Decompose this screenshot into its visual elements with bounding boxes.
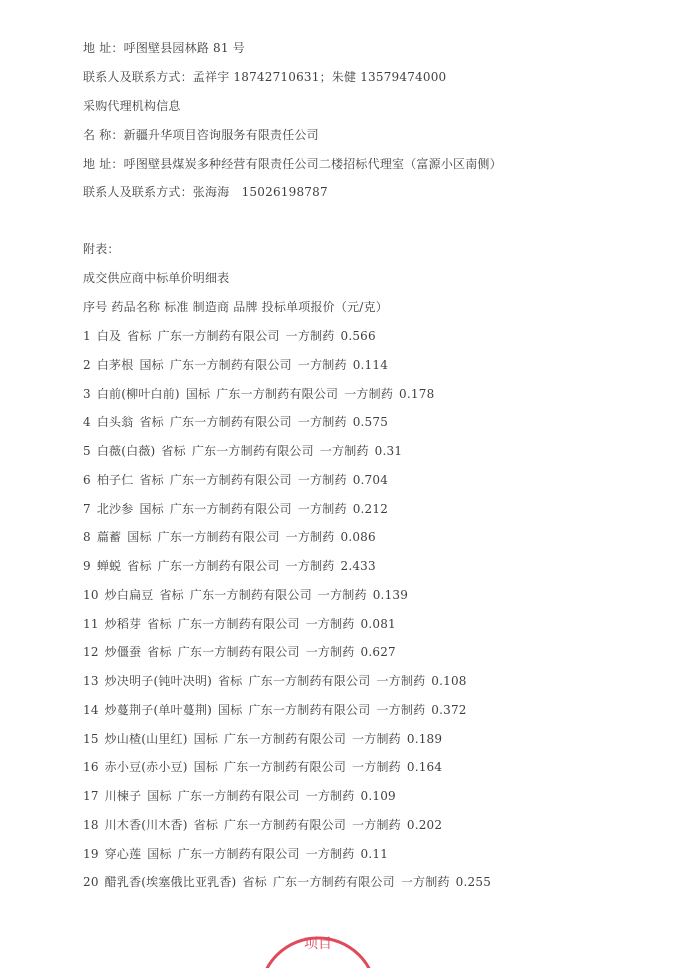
standard: 省标: [127, 329, 152, 343]
brand: 一方制药: [319, 444, 369, 458]
svg-text:项目: 项目: [304, 936, 332, 952]
row-number: 8: [83, 530, 91, 545]
manufacturer: 广东一方制药有限公司: [189, 587, 312, 602]
table-row: [83, 357, 394, 373]
manufacturer: 广东一方制药有限公司: [169, 357, 292, 372]
standard: 国标: [218, 702, 243, 717]
brand: 一方制药: [305, 616, 355, 631]
table-row: [83, 328, 382, 344]
table-header: 序号 药品名称 标准 制造商 品牌 投标单项报价（元/克）: [83, 300, 388, 314]
standard: 国标: [147, 789, 172, 803]
manufacturer: 广东一方制药有限公司: [177, 616, 300, 631]
table-row: [83, 846, 394, 862]
table-row: [83, 386, 440, 402]
drug-name: 炒山楂(山里红): [104, 731, 188, 746]
row-number: 20: [83, 875, 99, 890]
manufacturer: 广东一方制药有限公司: [224, 817, 347, 832]
unit-price: 0.212: [352, 501, 389, 516]
drug-name: 炒决明子(钝叶决明): [104, 674, 213, 688]
drug-name: 穿心莲: [104, 846, 142, 861]
table-row: [83, 558, 382, 574]
standard: 省标: [242, 875, 267, 890]
unit-price: 0.108: [431, 674, 467, 688]
drug-name: 炒僵蚕: [104, 645, 142, 660]
drug-name: 白头翁: [96, 415, 134, 430]
brand: 一方制药: [305, 645, 355, 660]
drug-name: 赤小豆(赤小豆): [104, 760, 188, 775]
unit-price: 2.433: [340, 559, 376, 573]
manufacturer: 广东一方制药有限公司: [177, 645, 300, 660]
manufacturer: 广东一方制药有限公司: [157, 329, 280, 343]
row-number: 5: [83, 444, 91, 458]
brand: 一方制药: [297, 357, 347, 372]
table-row: [83, 759, 448, 775]
brand: 一方制药: [285, 329, 335, 343]
brand: 一方制药: [297, 415, 347, 430]
brand: 一方制药: [297, 472, 347, 487]
table-title: 成交供应商中标单价明细表: [83, 271, 230, 285]
unit-price: 0.372: [431, 702, 467, 717]
standard: 国标: [193, 760, 219, 775]
table-row: [83, 673, 473, 689]
unit-price: 0.11: [360, 846, 389, 861]
manufacturer: 广东一方制药有限公司: [169, 415, 292, 430]
manufacturer: 广东一方制药有限公司: [224, 760, 347, 775]
brand: 一方制药: [317, 587, 367, 602]
brand: 一方制药: [297, 501, 347, 516]
standard: 国标: [147, 846, 172, 861]
table-row: [83, 529, 382, 545]
standard: 省标: [147, 645, 172, 660]
unit-price: 0.081: [360, 616, 396, 631]
unit-price: 0.704: [352, 472, 389, 487]
manufacturer: 广东一方制药有限公司: [177, 789, 300, 803]
standard: 国标: [139, 357, 164, 372]
row-number: 6: [83, 472, 91, 487]
unit-price: 0.109: [360, 789, 396, 803]
manufacturer: 广东一方制药有限公司: [248, 702, 371, 717]
unit-price: 0.164: [406, 760, 443, 775]
row-number: 9: [83, 559, 91, 573]
row-number: 19: [83, 846, 99, 861]
standard: 省标: [139, 472, 164, 487]
drug-name: 炒白扁豆: [104, 587, 154, 602]
row-number: 13: [83, 674, 99, 688]
table-row: [83, 616, 402, 632]
unit-price: 0.255: [455, 875, 492, 890]
appendix-label: 附表：: [83, 242, 120, 256]
row-number: 2: [83, 357, 91, 372]
brand: 一方制药: [376, 702, 426, 717]
unit-price: 0.114: [352, 357, 389, 372]
standard: 国标: [185, 386, 211, 401]
manufacturer: 广东一方制药有限公司: [169, 501, 292, 516]
row-number: 15: [83, 731, 99, 746]
agency-name: 名 称：新疆升华项目咨询服务有限责任公司: [83, 128, 319, 142]
unit-price: 0.202: [406, 817, 443, 832]
drug-name: 川楝子: [104, 789, 142, 803]
table-row: [83, 501, 394, 517]
table-row: [83, 644, 402, 660]
standard: 国标: [127, 530, 152, 545]
row-number: 1: [83, 329, 91, 343]
row-number: 18: [83, 817, 99, 832]
manufacturer: 广东一方制药有限公司: [157, 530, 280, 545]
drug-name: 白薇(白薇): [96, 444, 156, 458]
table-row: [83, 587, 414, 603]
manufacturer: 广东一方制药有限公司: [224, 731, 347, 746]
row-number: 16: [83, 760, 99, 775]
manufacturer: 广东一方制药有限公司: [191, 444, 314, 458]
standard: 国标: [193, 731, 219, 746]
drug-name: 炒稻芽: [104, 616, 142, 631]
unit-price: 0.566: [340, 329, 376, 343]
row-number: 11: [83, 616, 99, 631]
manufacturer: 广东一方制药有限公司: [248, 674, 371, 688]
table-row: [83, 731, 448, 747]
manufacturer: 广东一方制药有限公司: [169, 472, 292, 487]
row-number: 4: [83, 415, 91, 430]
official-seal: [258, 928, 378, 968]
drug-name: 北沙参: [96, 501, 134, 516]
table-row: [83, 788, 402, 804]
manufacturer: 广东一方制药有限公司: [157, 559, 280, 573]
unit-price: 0.627: [360, 645, 396, 660]
agency-heading: 采购代理机构信息: [83, 99, 181, 113]
unit-price: 0.189: [406, 731, 443, 746]
table-row: [83, 702, 473, 718]
standard: 省标: [193, 817, 219, 832]
drug-name: 醋乳香(埃塞俄比亚乳香): [104, 875, 237, 890]
table-row: [83, 472, 394, 488]
drug-name: 炒蔓荆子(单叶蔓荆): [104, 702, 213, 717]
brand: 一方制药: [305, 846, 355, 861]
row-number: 10: [83, 587, 99, 602]
standard: 省标: [159, 587, 184, 602]
table-row: [83, 817, 448, 833]
standard: 国标: [139, 501, 164, 516]
unit-price: 0.31: [374, 444, 403, 458]
brand: 一方制药: [344, 386, 394, 401]
table-row: [83, 443, 408, 459]
drug-name: 蝉蜕: [96, 559, 122, 573]
manufacturer: 广东一方制药有限公司: [272, 875, 395, 890]
brand: 一方制药: [352, 817, 401, 832]
row-number: 17: [83, 789, 99, 803]
drug-name: 白前(柳叶白前): [96, 386, 180, 401]
drug-name: 萹蓄: [96, 530, 122, 545]
standard: 省标: [161, 444, 186, 458]
unit-price: 0.178: [399, 386, 435, 401]
manufacturer: 广东一方制药有限公司: [177, 846, 300, 861]
manufacturer: 广东一方制药有限公司: [216, 386, 339, 401]
purchaser-contact: 联系人及联系方式：孟祥宇 18742710631；朱健 13579474000: [83, 70, 447, 84]
brand: 一方制药: [285, 530, 335, 545]
table-row: [83, 874, 497, 890]
unit-price: 0.575: [352, 415, 389, 430]
agency-address: 地 址：呼图壁县煤炭多种经营有限责任公司二楼招标代理室（富源小区南侧）: [83, 157, 502, 171]
drug-name: 川木香(川木香): [104, 817, 188, 832]
standard: 省标: [147, 616, 172, 631]
row-number: 12: [83, 645, 99, 660]
drug-name: 白茅根: [96, 357, 134, 372]
drug-name: 白及: [96, 329, 122, 343]
table-row: [83, 414, 394, 430]
row-number: 7: [83, 501, 91, 516]
brand: 一方制药: [352, 731, 401, 746]
brand: 一方制药: [400, 875, 450, 890]
brand: 一方制药: [352, 760, 401, 775]
standard: 省标: [218, 674, 243, 688]
drug-name: 柏子仁: [96, 472, 134, 487]
standard: 省标: [139, 415, 164, 430]
agency-contact: 联系人及联系方式：张海海 15026198787: [83, 185, 328, 199]
unit-price: 0.086: [340, 530, 376, 545]
row-number: 14: [83, 702, 99, 717]
brand: 一方制药: [285, 559, 335, 573]
purchaser-address: 地 址：呼图壁县园林路 81 号: [83, 41, 245, 55]
row-number: 3: [83, 386, 91, 401]
standard: 省标: [127, 559, 152, 573]
unit-price: 0.139: [372, 587, 409, 602]
brand: 一方制药: [376, 674, 426, 688]
brand: 一方制药: [305, 789, 355, 803]
